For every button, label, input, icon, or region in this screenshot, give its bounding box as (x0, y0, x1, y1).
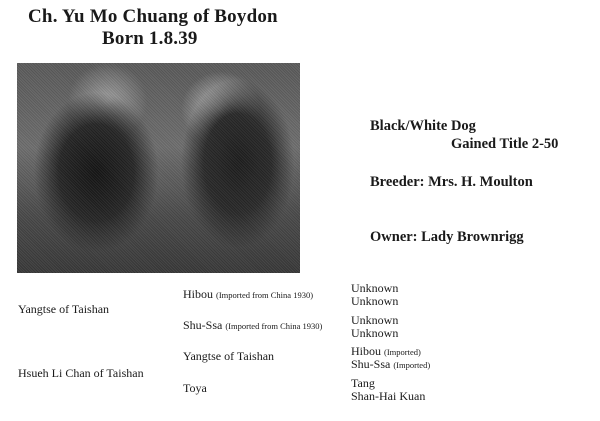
sire-dam (183, 318, 322, 333)
sire-sire-name: Hibou (183, 287, 213, 301)
ggp-yangtse-dam-name: Shu-Ssa (351, 357, 391, 371)
ggp-yangtse-sire-note: (Imported) (384, 347, 421, 357)
owner: Owner: Lady Brownrigg (370, 229, 524, 245)
sire-sire-note: (Imported from China 1930) (216, 290, 314, 300)
sire: Yangtse of Taishan (18, 302, 110, 316)
sire-dam-name: Shu-Ssa (183, 318, 223, 332)
ggp-toya-dam: Shan-Hai Kuan (351, 389, 426, 403)
sire-dam-note: (Imported from China 1930) (225, 321, 323, 331)
title-gained: Gained Title 2-50 (451, 136, 559, 152)
dog-photo (17, 63, 300, 273)
ggp-yangtse-dam-note: (Imported) (393, 360, 431, 370)
breeder: Breeder: Mrs. H. Moulton (370, 174, 533, 190)
color-sex: Black/White Dog (370, 118, 476, 134)
ggp-shussa-sire: Unknown (351, 313, 399, 327)
ggp-hibou-sire: Unknown (351, 281, 399, 295)
dam: Hsueh Li Chan of Taishan (18, 366, 144, 380)
birth-date: Born 1.8.39 (102, 28, 198, 49)
dam-sire: Yangtse of Taishan (183, 349, 275, 363)
ggp-toya-sire: Tang (351, 376, 375, 390)
ggp-yangtse-dam (351, 357, 430, 372)
ggp-hibou-dam: Unknown (351, 294, 399, 308)
page-title: Ch. Yu Mo Chuang of Boydon (28, 6, 278, 27)
ggp-yangtse-sire-name: Hibou (351, 344, 381, 358)
sire-sire (183, 287, 313, 302)
ggp-shussa-dam: Unknown (351, 326, 399, 340)
dam-dam: Toya (183, 381, 207, 395)
